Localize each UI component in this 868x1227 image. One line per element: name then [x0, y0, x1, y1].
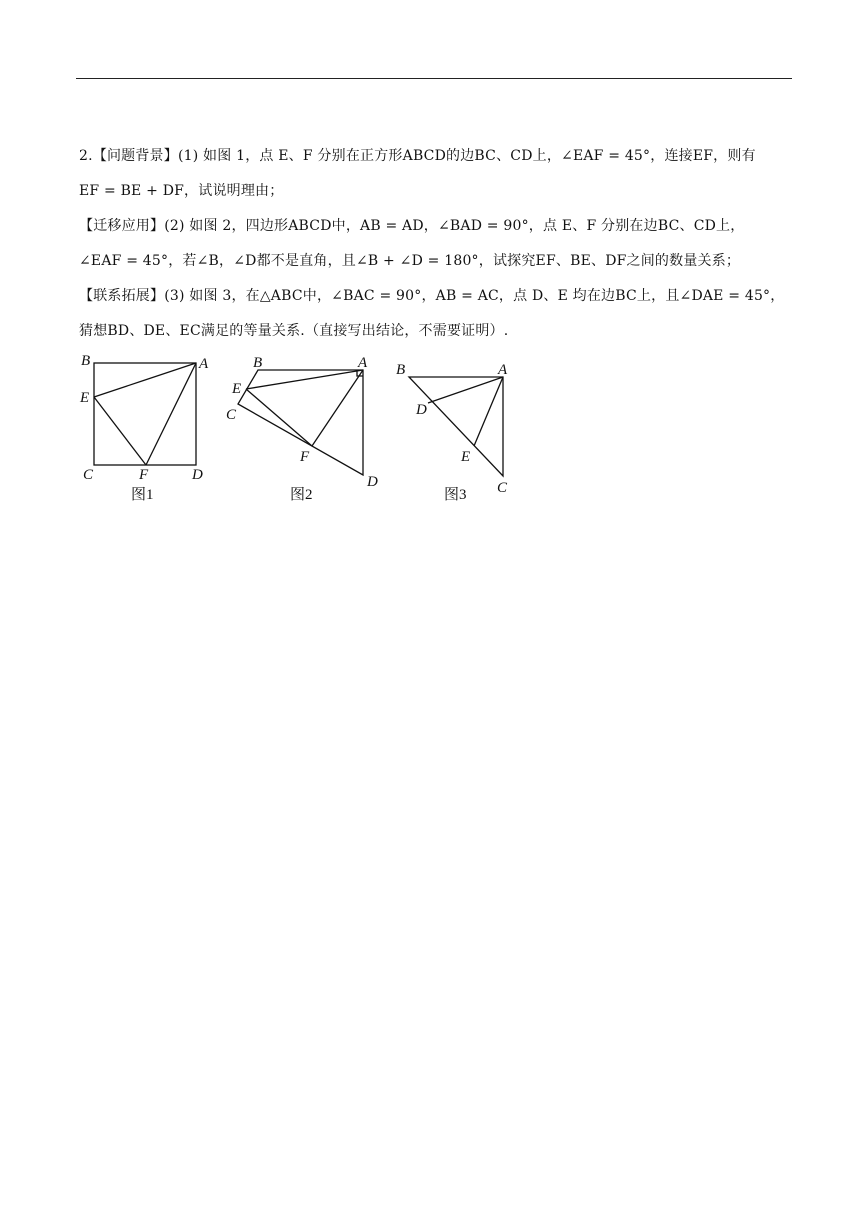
fig3-segment-AE	[474, 377, 503, 446]
figures-area	[0, 345, 868, 515]
problem-line-2: EF = BE + DF，试说明理由；	[79, 183, 284, 199]
fig3-triangle	[409, 377, 503, 476]
figure-2	[226, 355, 378, 503]
fig1-square	[94, 363, 196, 465]
fig3-label-C: C	[497, 480, 508, 496]
fig3-caption: 图3	[444, 487, 467, 503]
fig1-label-C: C	[83, 467, 94, 483]
fig2-label-E: E	[232, 381, 242, 397]
fig3-label-B: B	[396, 362, 406, 378]
fig2-segment-AF	[312, 370, 363, 446]
problem-line-3: 【迁移应用】(2) 如图 2，四边形ABCD中，AB = AD，∠BAD = 90°，点 E、F 分别在边BC、CD上，	[79, 218, 745, 234]
problem-line-4: ∠EAF = 45°，若∠B，∠D都不是直角，且∠B + ∠D = 180°，试探究EF、BE、DF之间的数量关系；	[79, 253, 741, 269]
figures-svg	[0, 345, 868, 515]
fig1-segment-EF	[94, 397, 146, 465]
header-rule	[76, 78, 792, 79]
fig1-label-E: E	[80, 390, 90, 406]
fig2-label-F: F	[300, 449, 310, 465]
problem-line-1: 2.【问题背景】(1) 如图 1，点 E、F 分别在正方形ABCD的边BC、CD上，∠EAF = 45°，连接EF，则有	[79, 148, 756, 164]
fig2-segment-AE	[246, 370, 363, 389]
problem-line-5: 【联系拓展】(3) 如图 3，在△ABC中，∠BAC = 90°，AB = AC，点 D、E 均在边BC上，且∠DAE = 45°，	[79, 288, 785, 304]
fig1-segment-AE	[94, 363, 196, 397]
fig1-caption: 图1	[131, 487, 154, 503]
fig2-caption: 图2	[290, 487, 313, 503]
fig2-label-B: B	[253, 355, 263, 371]
fig1-label-D: D	[192, 467, 203, 483]
fig3-segment-AD	[428, 377, 503, 403]
fig1-label-F: F	[139, 467, 149, 483]
figure-1	[79, 353, 209, 503]
fig1-label-B: B	[81, 353, 91, 369]
fig3-label-E: E	[461, 449, 471, 465]
fig2-label-A: A	[358, 355, 368, 371]
fig3-label-D: D	[416, 402, 427, 418]
fig2-segment-EF	[246, 389, 312, 446]
problem-line-6: 猜想BD、DE、EC满足的等量关系.（直接写出结论，不需要证明）.	[79, 323, 509, 339]
fig2-label-C: C	[226, 407, 237, 423]
fig1-segment-AF	[146, 363, 196, 465]
figure-3	[396, 362, 508, 503]
fig2-label-D: D	[367, 474, 378, 490]
fig3-label-A: A	[498, 362, 508, 378]
fig1-label-A: A	[199, 356, 209, 372]
